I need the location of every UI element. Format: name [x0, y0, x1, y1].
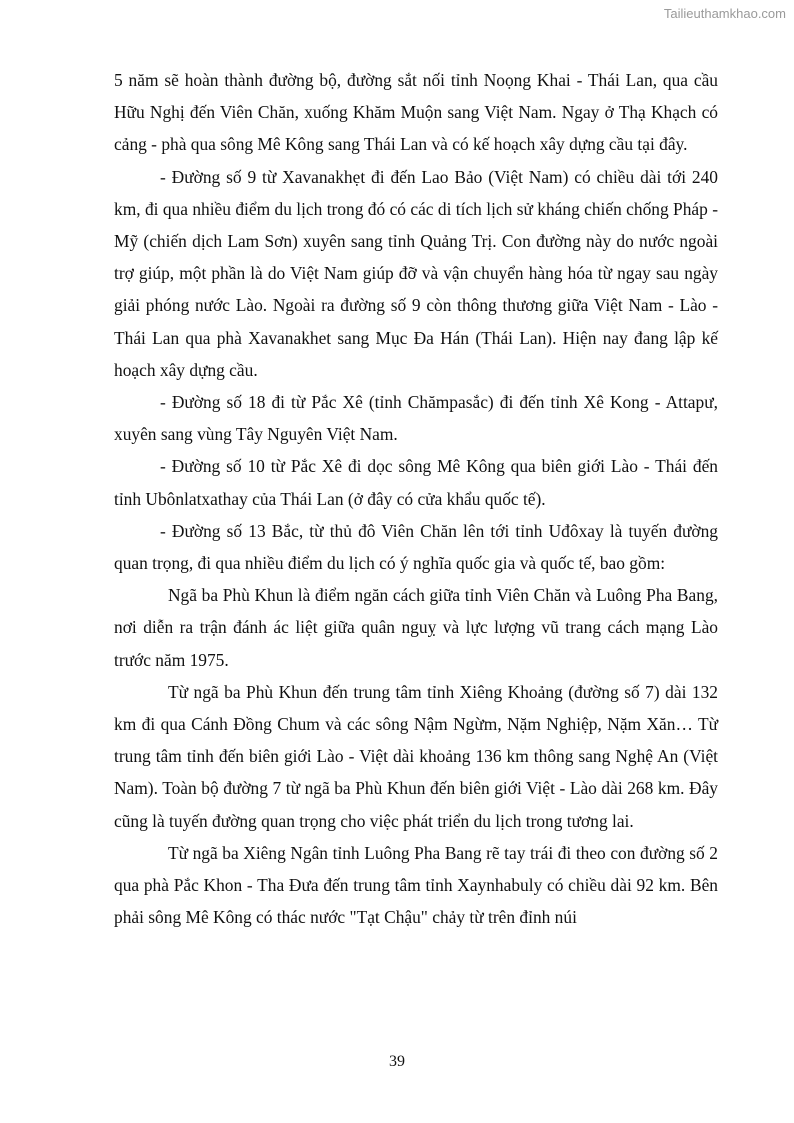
- watermark-text: Tailieuthamkhao.com: [663, 6, 786, 21]
- paragraph-phu-khun: Ngã ba Phù Khun là điểm ngăn cách giữa tỉnh Viên Chăn và Luông Pha Bang, nơi diễn ra trận đánh ác liệt giữa quân nguỵ và lực lượng vũ trang cách mạng Lào trước năm 1975.: [114, 585, 718, 670]
- paragraph-continuation: 5 năm sẽ hoàn thành đường bộ, đường sắt nối tỉnh Noọng Khai - Thái Lan, qua cầu Hữu Nghị đến Viên Chăn, xuống Khăm Muộn sang Việt Nam. Ngay ở Thạ Khạch có cảng - phà qua sông Mê Kông sang Thái Lan và có kế hoạch xây dựng cầu tại đây.: [114, 70, 718, 155]
- paragraph-xieng-khoang: Từ ngã ba Phù Khun đến trung tâm tỉnh Xiêng Khoảng (đường số 7) dài 132 km đi qua Cánh Đồng Chum và các sông Nậm Ngừm, Nặm Nghiệp, Nặm Xăn… Từ trung tâm tỉnh đến biên giới Lào - Việt dài khoảng 136 km thông sang Nghệ An (Việt Nam). Toàn bộ đường 7 từ ngã ba Phù Khun đến biên giới Việt - Lào dài 268 km. Đây cũng là tuyến đường quan trọng cho việc phát triển du lịch trong tương lai.: [114, 681, 718, 831]
- paragraph-road-10: - Đường số 10 từ Pắc Xê đi dọc sông Mê Kông qua biên giới Lào - Thái đến tỉnh Ubônlatxathay của Thái Lan (ở đây có cửa khẩu quốc tế).: [114, 456, 718, 509]
- paragraph-road-18: - Đường số 18 đi từ Pắc Xê (tỉnh Chămpasắc) đi đến tỉnh Xê Kong - Attapư, xuyên sang vùng Tây Nguyên Việt Nam.: [114, 392, 718, 445]
- page-number: 39: [389, 1053, 405, 1070]
- paragraph-xieng-ngan: Từ ngã ba Xiêng Ngân tỉnh Luông Pha Bang rẽ tay trái đi theo con đường số 2 qua phà Pắc Khon - Tha Đưa đến trung tâm tỉnh Xaynhabuly có chiều dài 92 km. Bên phải sông Mê Kông có thác nước "Tạt Chậu" chảy từ trên đỉnh núi: [114, 842, 718, 928]
- paragraph-road-13: - Đường số 13 Bắc, từ thủ đô Viên Chăn lên tới tỉnh Uđôxay là tuyến đường quan trọng, đi qua nhiều điểm du lịch có ý nghĩa quốc gia và quốc tế, bao gồm:: [114, 520, 718, 574]
- page-body: [114, 64, 718, 933]
- paragraph-road-9: - Đường số 9 từ Xavanakhẹt đi đến Lao Bảo (Việt Nam) có chiều dài tới 240 km, đi qua nhiều điểm du lịch trong đó có các di tích lịch sử kháng chiến chống Pháp - Mỹ (chiến dịch Lam Sơn) xuyên sang tỉnh Quảng Trị. Con đường này do nước ngoài trợ giúp, một phần là do Việt Nam giúp đỡ và vận chuyển hàng hóa từ ngay sau ngày giải phóng nước Lào. Ngoài ra đường số 9 còn thông thương giữa Việt Nam - Lào - Thái Lan qua phà Xavanakhet sang Mục Đa Hán (Thái Lan). Hiện nay đang lập kế hoạch xây dựng cầu.: [114, 166, 718, 380]
